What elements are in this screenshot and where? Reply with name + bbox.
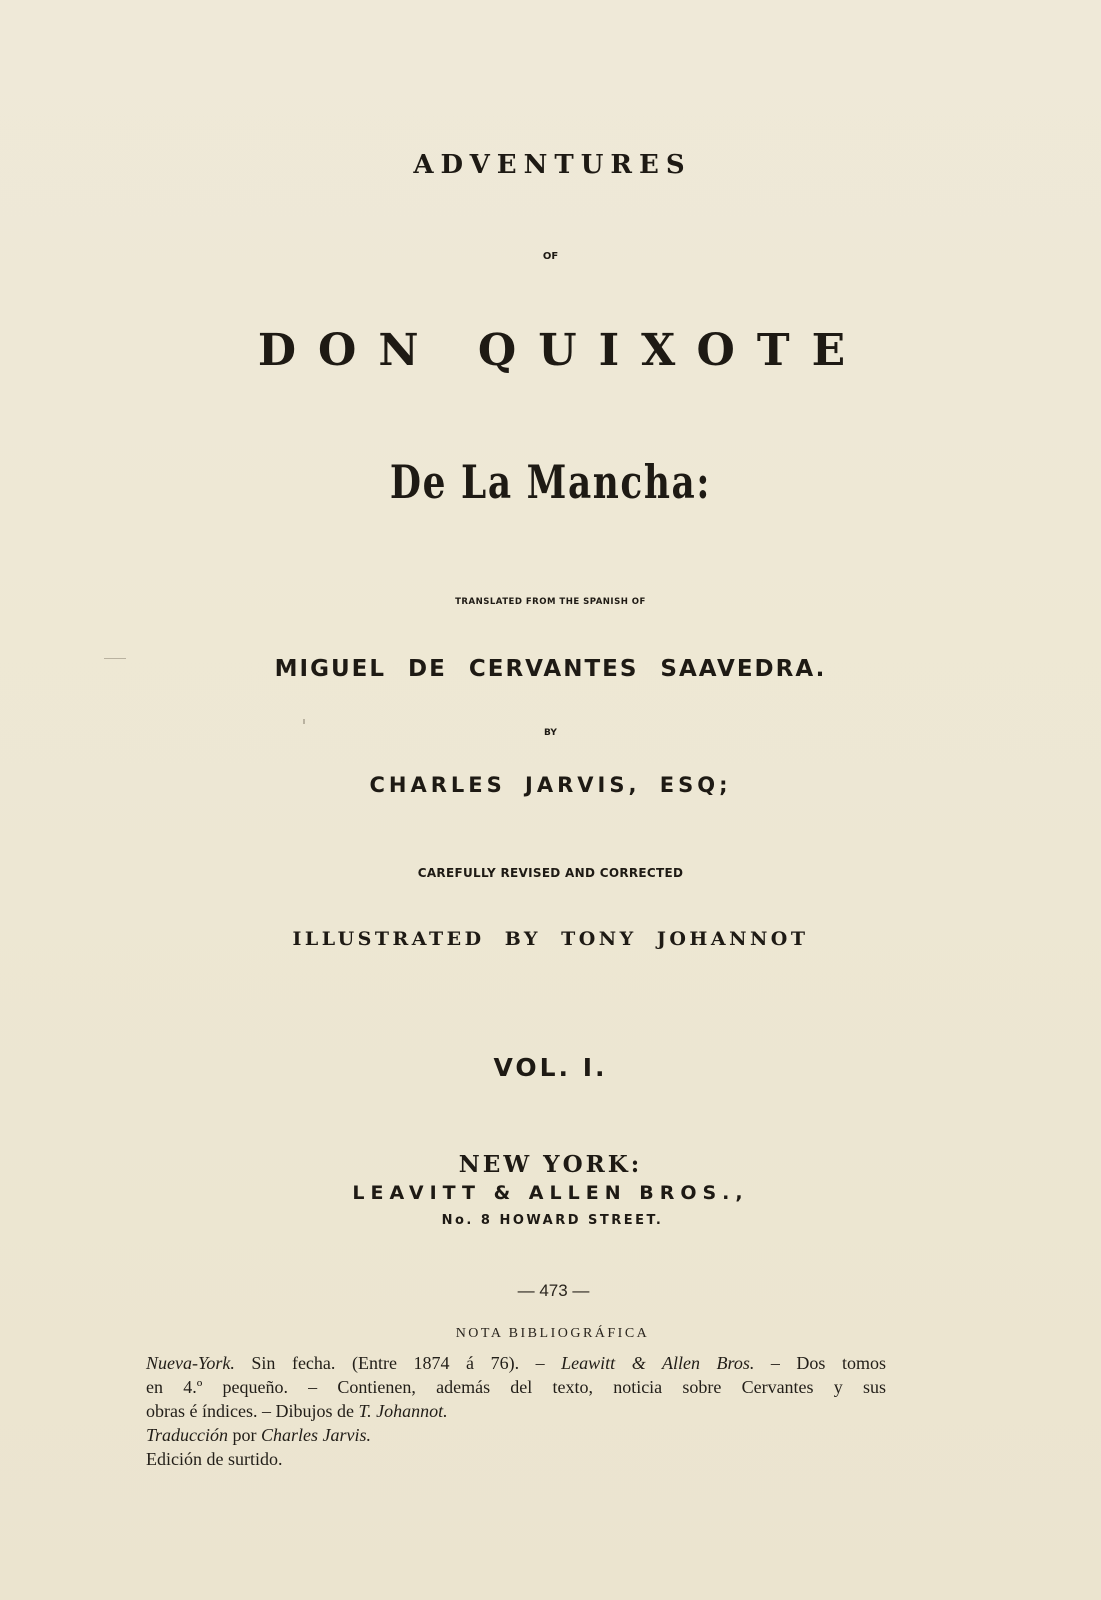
book-subtitle: De La Mancha:: [389, 455, 712, 509]
note-volumes-text: – Dos tomos: [754, 1353, 886, 1373]
note-translation-label: Traducción: [146, 1425, 229, 1445]
note-line-2: en 4.º pequeño. – Contienen, además del texto, noticia sobre Cervantes y sus: [146, 1377, 886, 1397]
revised-note: CAREFULLY REVISED AND CORRECTED: [417, 866, 684, 880]
publisher-name: LEAVITT & ALLEN BROS.,: [352, 1182, 749, 1204]
note-illustrator: T. Johannot.: [358, 1401, 448, 1421]
volume-label: VOL. I.: [493, 1053, 608, 1082]
heading-of: OF: [542, 251, 559, 262]
note-date-text: Sin fecha. (Entre 1874 á 76). –: [234, 1353, 562, 1373]
note-line-1: [146, 1351, 886, 1375]
publication-city: NEW YORK:: [458, 1151, 643, 1178]
note-line-3: [146, 1399, 886, 1423]
ink-speck: [303, 719, 305, 724]
bibliographic-note: [146, 1351, 886, 1471]
illustrator-line: ILLUSTRATED BY TONY JOHANNOT: [292, 928, 809, 950]
book-title: DON QUIXOTE: [257, 325, 868, 376]
publisher-address: No. 8 HOWARD STREET.: [441, 1213, 664, 1228]
note-indices-text: obras é índices. – Dibujos de: [146, 1401, 359, 1421]
bibliographic-note-heading: NOTA BIBLIOGRÁFICA: [455, 1326, 650, 1341]
note-line-5: Edición de surtido.: [146, 1449, 283, 1469]
note-line-4: [146, 1423, 886, 1447]
translated-from-line: TRANSLATED FROM THE SPANISH OF: [455, 597, 646, 607]
note-translator: Charles Jarvis.: [261, 1425, 372, 1445]
translator-name: CHARLES JARVIS, ESQ;: [369, 773, 732, 797]
note-city: Nueva-York.: [146, 1353, 235, 1373]
margin-rule: [104, 658, 126, 659]
by-line: BY: [544, 728, 557, 738]
note-por-text: por: [228, 1425, 262, 1445]
heading-adventures: ADVENTURES: [413, 150, 692, 180]
page-number: — 473 —: [517, 1281, 590, 1300]
author-name: MIGUEL DE CERVANTES SAAVEDRA.: [274, 656, 827, 682]
note-publisher: Leawitt & Allen Bros.: [561, 1353, 755, 1373]
